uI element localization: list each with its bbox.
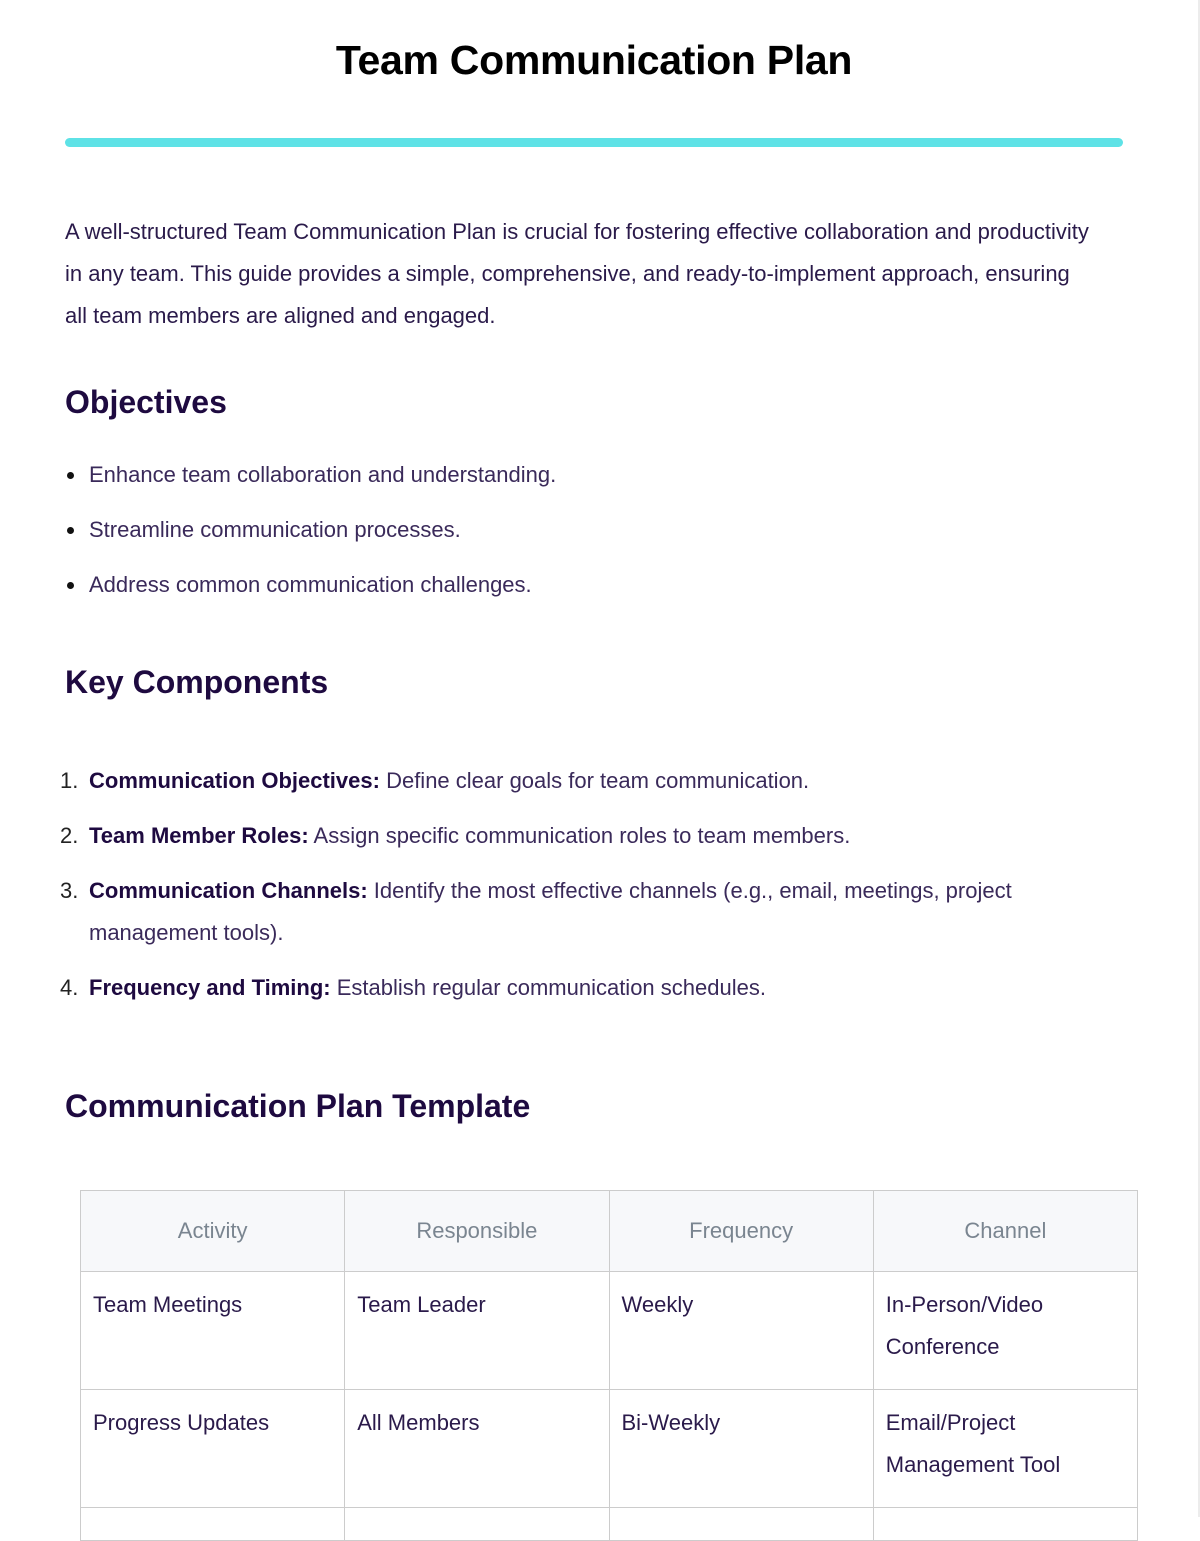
key-components-heading: Key Components bbox=[65, 664, 329, 700]
component-item bbox=[60, 967, 1095, 1009]
bullet-icon bbox=[67, 527, 74, 534]
component-description: Define clear goals for team communication. bbox=[379, 768, 810, 793]
bullet-icon bbox=[67, 582, 74, 589]
cell-empty bbox=[609, 1508, 873, 1541]
objective-text: Enhance team collaboration and understanding. bbox=[89, 462, 557, 487]
communication-plan-table bbox=[80, 1190, 1138, 1541]
component-term: Communication Objectives: bbox=[89, 768, 380, 793]
column-header-activity: Activity bbox=[81, 1191, 345, 1272]
list-number: 3. bbox=[60, 878, 79, 903]
table-header-row bbox=[81, 1191, 1138, 1272]
component-item bbox=[60, 870, 1095, 954]
template-heading: Communication Plan Template bbox=[65, 1088, 531, 1124]
communication-plan-table-wrapper bbox=[80, 1190, 1138, 1541]
list-number: 2. bbox=[60, 823, 79, 848]
component-term: Team Member Roles: bbox=[89, 823, 309, 848]
objective-item bbox=[65, 565, 556, 605]
column-header-frequency: Frequency bbox=[609, 1191, 873, 1272]
cell-frequency: Bi-Weekly bbox=[609, 1390, 873, 1508]
component-term: Frequency and Timing: bbox=[89, 975, 331, 1000]
objectives-list bbox=[65, 455, 556, 620]
cell-channel: In-Person/Video Conference bbox=[873, 1272, 1137, 1390]
title-divider bbox=[65, 138, 1123, 147]
intro-paragraph: A well-structured Team Communication Plan is crucial for fostering effective collaboration and productivity in any team. This guide provides a simple, comprehensive, and ready-to-implement approach, ensuring all team members are aligned and engaged. bbox=[65, 219, 1089, 328]
objective-item bbox=[65, 510, 556, 550]
component-description: Identify the most effective channels (e.g., email, meetings, project management tools). bbox=[89, 878, 1012, 945]
table-row bbox=[81, 1272, 1138, 1390]
page-title: Team Communication Plan bbox=[335, 37, 853, 83]
component-description: Assign specific communication roles to team members. bbox=[308, 823, 851, 848]
cell-responsible: Team Leader bbox=[345, 1272, 609, 1390]
column-header-responsible: Responsible bbox=[345, 1191, 609, 1272]
component-term: Communication Channels: bbox=[89, 878, 368, 903]
cell-responsible: All Members bbox=[345, 1390, 609, 1508]
cell-activity: Progress Updates bbox=[81, 1390, 345, 1508]
cell-frequency: Weekly bbox=[609, 1272, 873, 1390]
list-number: 1. bbox=[60, 768, 79, 793]
component-item bbox=[60, 760, 1095, 802]
cell-channel: Email/Project Management Tool bbox=[873, 1390, 1137, 1508]
component-item bbox=[60, 815, 1095, 857]
list-number: 4. bbox=[60, 975, 79, 1000]
table-row-partial bbox=[81, 1508, 1138, 1541]
objective-text: Address common communication challenges. bbox=[89, 572, 532, 597]
component-description: Establish regular communication schedules. bbox=[330, 975, 766, 1000]
bullet-icon bbox=[67, 472, 74, 479]
column-header-channel: Channel bbox=[873, 1191, 1137, 1272]
key-components-list bbox=[60, 760, 1095, 1022]
objective-text: Streamline communication processes. bbox=[89, 517, 461, 542]
table-row bbox=[81, 1390, 1138, 1508]
cell-empty bbox=[81, 1508, 345, 1541]
objectives-heading: Objectives bbox=[65, 384, 227, 420]
cell-empty bbox=[873, 1508, 1137, 1541]
objective-item bbox=[65, 455, 556, 495]
cell-activity: Team Meetings bbox=[81, 1272, 345, 1390]
cell-empty bbox=[345, 1508, 609, 1541]
